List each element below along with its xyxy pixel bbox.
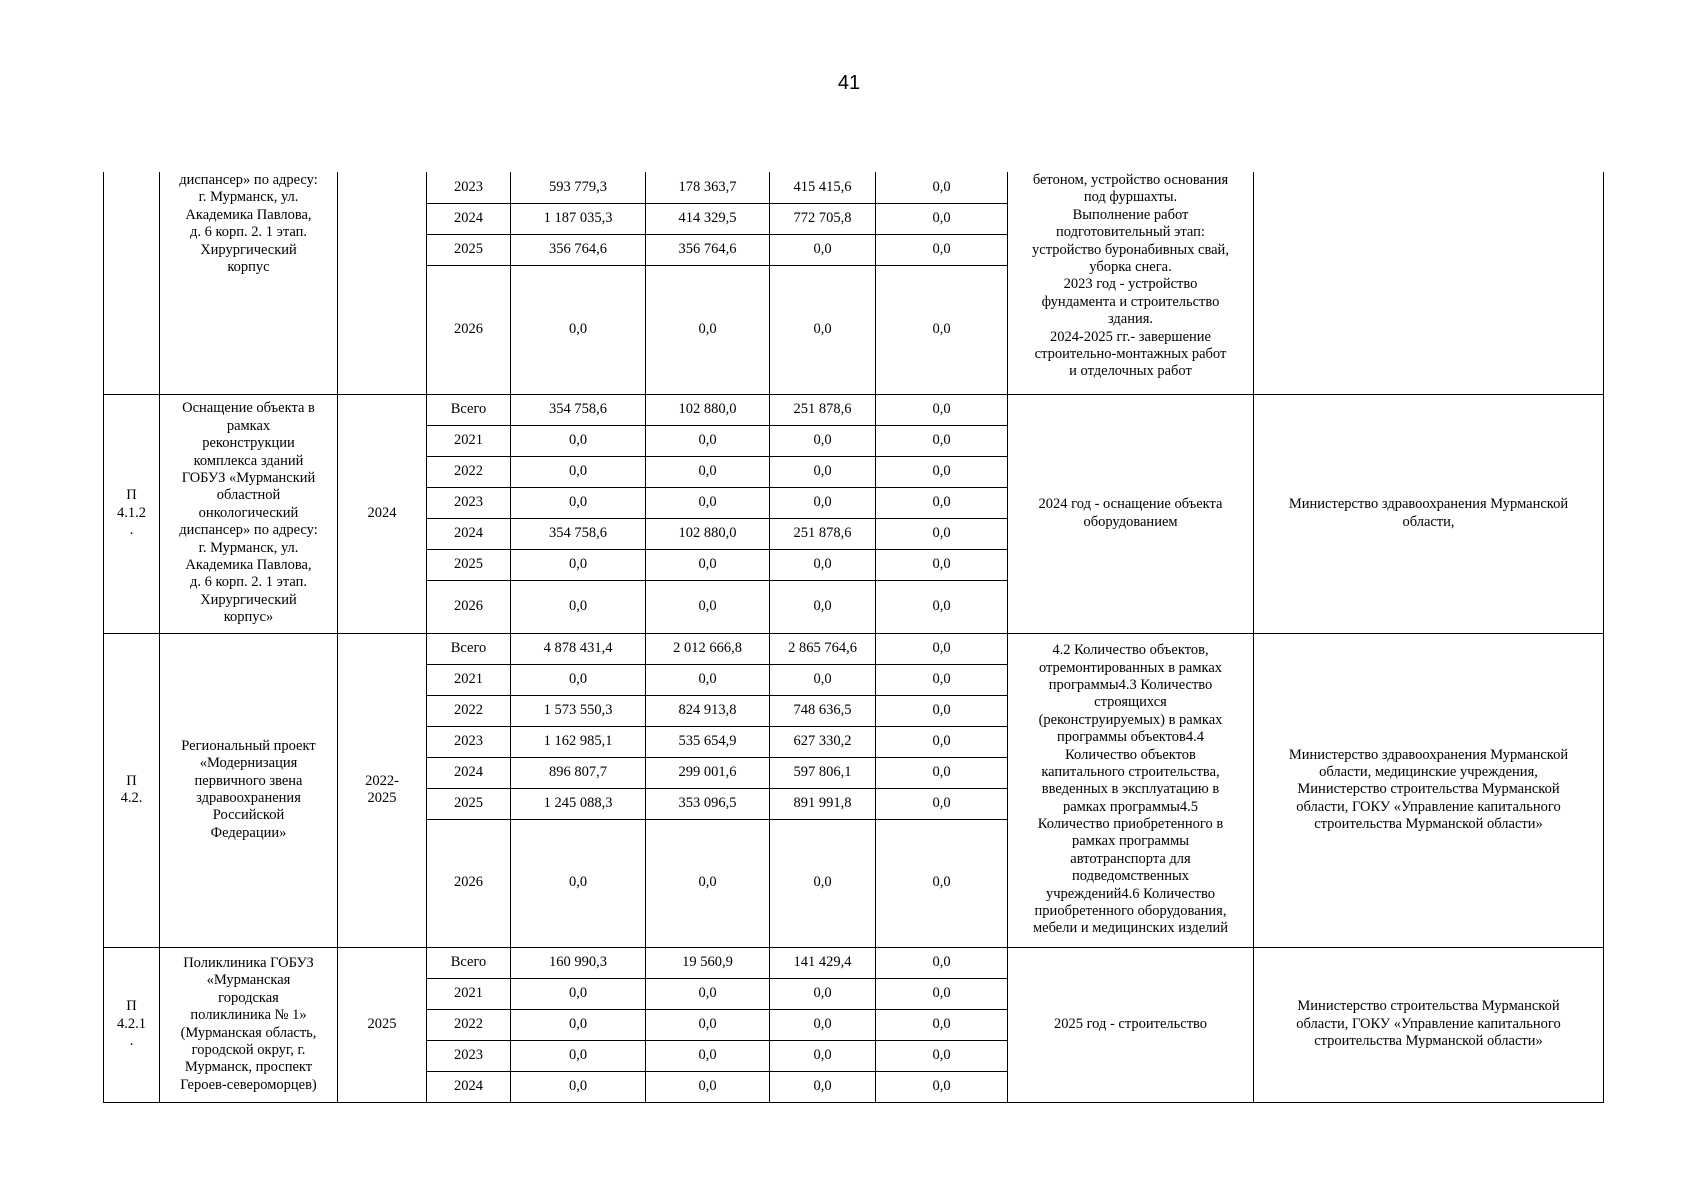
- total-cell: 0,0: [511, 978, 646, 1009]
- federal-budget-cell: 19 560,9: [646, 947, 770, 978]
- program-table-body: [104, 172, 1604, 1102]
- other-sources-cell: 0,0: [876, 947, 1008, 978]
- executor-cell: Министерство строительства Мурманской области, ГОКУ «Управление капитального строительства Мурманской области»: [1254, 947, 1604, 1102]
- other-sources-cell: 0,0: [876, 234, 1008, 265]
- federal-budget-cell: 414 329,5: [646, 203, 770, 234]
- year-cell: 2024: [427, 757, 511, 788]
- expected-result-cell: 2025 год - строительство: [1008, 947, 1254, 1102]
- total-cell: 354 758,6: [511, 518, 646, 549]
- other-sources-cell: 0,0: [876, 265, 1008, 394]
- federal-budget-cell: 0,0: [646, 549, 770, 580]
- regional-budget-cell: 251 878,6: [770, 394, 876, 425]
- total-cell: 0,0: [511, 1009, 646, 1040]
- item-name-cell: диспансер» по адресу: г. Мурманск, ул. Академика Павлова, д. 6 корп. 2. 1 этап. Хирургический корпус: [160, 172, 338, 394]
- regional-budget-cell: 2 865 764,6: [770, 633, 876, 664]
- total-cell: 4 878 431,4: [511, 633, 646, 664]
- federal-budget-cell: 299 001,6: [646, 757, 770, 788]
- federal-budget-cell: 824 913,8: [646, 695, 770, 726]
- total-cell: 0,0: [511, 487, 646, 518]
- item-term-cell: 2024: [338, 394, 427, 633]
- item-code-cell: П 4.2.1 .: [104, 947, 160, 1102]
- other-sources-cell: 0,0: [876, 978, 1008, 1009]
- other-sources-cell: 0,0: [876, 1009, 1008, 1040]
- total-cell: 1 187 035,3: [511, 203, 646, 234]
- year-cell: 2026: [427, 265, 511, 394]
- regional-budget-cell: 0,0: [770, 664, 876, 695]
- expected-result-cell: бетоном, устройство основания под фуршахты. Выполнение работ подготовительный этап: устройство буронабивных свай, уборка снега. 2023 год - устройство фундамента и строительство здания. 2024-2025 гг.- завершение строительно-монтажных работ и отделочных работ: [1008, 172, 1254, 394]
- total-cell: 1 245 088,3: [511, 788, 646, 819]
- regional-budget-cell: 0,0: [770, 1009, 876, 1040]
- regional-budget-cell: 0,0: [770, 425, 876, 456]
- federal-budget-cell: 0,0: [646, 1040, 770, 1071]
- item-name-cell: Поликлиника ГОБУЗ «Мурманская городская поликлиника № 1» (Мурманская область, городской округ, г. Мурманск, проспект Героев-североморцев): [160, 947, 338, 1102]
- federal-budget-cell: 0,0: [646, 819, 770, 947]
- regional-budget-cell: 597 806,1: [770, 757, 876, 788]
- total-cell: 593 779,3: [511, 172, 646, 203]
- year-cell: 2023: [427, 172, 511, 203]
- other-sources-cell: 0,0: [876, 580, 1008, 633]
- federal-budget-cell: 0,0: [646, 1071, 770, 1102]
- other-sources-cell: 0,0: [876, 425, 1008, 456]
- total-cell: 0,0: [511, 265, 646, 394]
- expected-result-cell: 4.2 Количество объектов, отремонтированных в рамках программы4.3 Количество строящихся (реконструируемых) в рамках программы объектов4.4 Количество объектов капитального строительства, введенных в эксплуатацию в рамках программы4.5 Количество приобретенного в рамках программы автотранспорта для подведомственных учреждений4.6 Количество приобретенного оборудования, мебели и медицинских изделий: [1008, 633, 1254, 947]
- year-cell: 2023: [427, 1040, 511, 1071]
- total-cell: 1 573 550,3: [511, 695, 646, 726]
- other-sources-cell: 0,0: [876, 1071, 1008, 1102]
- other-sources-cell: 0,0: [876, 456, 1008, 487]
- year-cell: 2023: [427, 487, 511, 518]
- year-cell: 2026: [427, 580, 511, 633]
- page-number: 41: [837, 72, 861, 94]
- year-cell: 2025: [427, 234, 511, 265]
- regional-budget-cell: 0,0: [770, 580, 876, 633]
- year-cell: 2024: [427, 1071, 511, 1102]
- other-sources-cell: 0,0: [876, 664, 1008, 695]
- other-sources-cell: 0,0: [876, 788, 1008, 819]
- year-cell: 2024: [427, 203, 511, 234]
- other-sources-cell: 0,0: [876, 695, 1008, 726]
- total-cell: 0,0: [511, 1040, 646, 1071]
- year-cell: Всего: [427, 633, 511, 664]
- other-sources-cell: 0,0: [876, 394, 1008, 425]
- executor-cell: Министерство здравоохранения Мурманской области,: [1254, 394, 1604, 633]
- federal-budget-cell: 0,0: [646, 1009, 770, 1040]
- item-code-cell: П 4.2.: [104, 633, 160, 947]
- regional-budget-cell: 0,0: [770, 265, 876, 394]
- executor-cell: Министерство здравоохранения Мурманской области, медицинские учреждения, Министерство строительства Мурманской области, ГОКУ «Управление капитального строительства Мурманской области»: [1254, 633, 1604, 947]
- other-sources-cell: 0,0: [876, 487, 1008, 518]
- regional-budget-cell: 141 429,4: [770, 947, 876, 978]
- regional-budget-cell: 415 415,6: [770, 172, 876, 203]
- federal-budget-cell: 0,0: [646, 425, 770, 456]
- other-sources-cell: 0,0: [876, 633, 1008, 664]
- item-name-cell: Региональный проект «Модернизация первичного звена здравоохранения Российской Федерации»: [160, 633, 338, 947]
- year-cell: 2022: [427, 695, 511, 726]
- total-cell: 0,0: [511, 819, 646, 947]
- regional-budget-cell: 627 330,2: [770, 726, 876, 757]
- year-cell: 2025: [427, 549, 511, 580]
- total-cell: 0,0: [511, 456, 646, 487]
- other-sources-cell: 0,0: [876, 172, 1008, 203]
- table-row: [104, 633, 1604, 664]
- program-table: [103, 172, 1604, 1103]
- year-cell: 2025: [427, 788, 511, 819]
- regional-budget-cell: 251 878,6: [770, 518, 876, 549]
- total-cell: 0,0: [511, 549, 646, 580]
- item-term-cell: [338, 172, 427, 394]
- year-cell: 2024: [427, 518, 511, 549]
- year-cell: 2022: [427, 1009, 511, 1040]
- item-term-cell: 2022- 2025: [338, 633, 427, 947]
- item-code-cell: [104, 172, 160, 394]
- federal-budget-cell: 353 096,5: [646, 788, 770, 819]
- total-cell: 0,0: [511, 425, 646, 456]
- federal-budget-cell: 0,0: [646, 580, 770, 633]
- regional-budget-cell: 0,0: [770, 487, 876, 518]
- other-sources-cell: 0,0: [876, 819, 1008, 947]
- federal-budget-cell: 102 880,0: [646, 394, 770, 425]
- federal-budget-cell: 178 363,7: [646, 172, 770, 203]
- regional-budget-cell: 772 705,8: [770, 203, 876, 234]
- other-sources-cell: 0,0: [876, 1040, 1008, 1071]
- total-cell: 354 758,6: [511, 394, 646, 425]
- total-cell: 1 162 985,1: [511, 726, 646, 757]
- regional-budget-cell: 0,0: [770, 456, 876, 487]
- total-cell: 0,0: [511, 1071, 646, 1102]
- year-cell: Всего: [427, 394, 511, 425]
- regional-budget-cell: 0,0: [770, 1071, 876, 1102]
- total-cell: 160 990,3: [511, 947, 646, 978]
- year-cell: Всего: [427, 947, 511, 978]
- federal-budget-cell: 0,0: [646, 664, 770, 695]
- total-cell: 0,0: [511, 664, 646, 695]
- regional-budget-cell: 0,0: [770, 978, 876, 1009]
- federal-budget-cell: 0,0: [646, 265, 770, 394]
- item-term-cell: 2025: [338, 947, 427, 1102]
- regional-budget-cell: 891 991,8: [770, 788, 876, 819]
- item-code-cell: П 4.1.2 .: [104, 394, 160, 633]
- total-cell: 356 764,6: [511, 234, 646, 265]
- other-sources-cell: 0,0: [876, 203, 1008, 234]
- executor-cell: [1254, 172, 1604, 394]
- other-sources-cell: 0,0: [876, 757, 1008, 788]
- regional-budget-cell: 0,0: [770, 549, 876, 580]
- federal-budget-cell: 102 880,0: [646, 518, 770, 549]
- federal-budget-cell: 2 012 666,8: [646, 633, 770, 664]
- other-sources-cell: 0,0: [876, 726, 1008, 757]
- table-row: [104, 394, 1604, 425]
- other-sources-cell: 0,0: [876, 518, 1008, 549]
- year-cell: 2022: [427, 456, 511, 487]
- federal-budget-cell: 0,0: [646, 487, 770, 518]
- expected-result-cell: 2024 год - оснащение объекта оборудованием: [1008, 394, 1254, 633]
- regional-budget-cell: 0,0: [770, 1040, 876, 1071]
- year-cell: 2021: [427, 425, 511, 456]
- year-cell: 2026: [427, 819, 511, 947]
- federal-budget-cell: 356 764,6: [646, 234, 770, 265]
- federal-budget-cell: 535 654,9: [646, 726, 770, 757]
- regional-budget-cell: 0,0: [770, 234, 876, 265]
- year-cell: 2021: [427, 664, 511, 695]
- total-cell: 896 807,7: [511, 757, 646, 788]
- total-cell: 0,0: [511, 580, 646, 633]
- table-row: [104, 947, 1604, 978]
- year-cell: 2021: [427, 978, 511, 1009]
- regional-budget-cell: 0,0: [770, 819, 876, 947]
- table-row: [104, 172, 1604, 203]
- federal-budget-cell: 0,0: [646, 456, 770, 487]
- regional-budget-cell: 748 636,5: [770, 695, 876, 726]
- other-sources-cell: 0,0: [876, 549, 1008, 580]
- item-name-cell: Оснащение объекта в рамках реконструкции комплекса зданий ГОБУЗ «Мурманский областной онкологический диспансер» по адресу: г. Мурманск, ул. Академика Павлова, д. 6 корп. 2. 1 этап. Хирургический корпус»: [160, 394, 338, 633]
- year-cell: 2023: [427, 726, 511, 757]
- federal-budget-cell: 0,0: [646, 978, 770, 1009]
